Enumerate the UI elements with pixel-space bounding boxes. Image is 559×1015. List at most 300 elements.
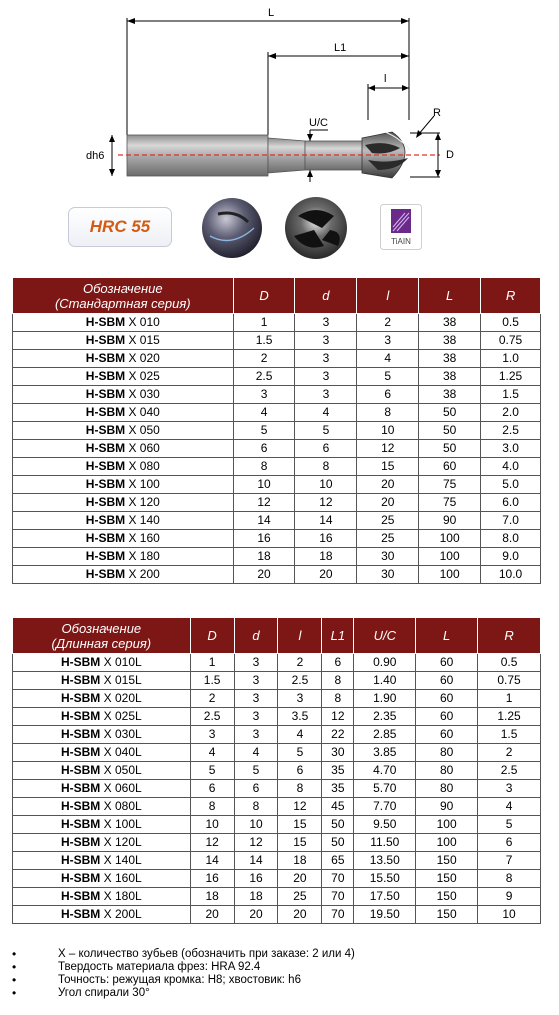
value-cell: 22 bbox=[322, 726, 354, 744]
dim-R-label: R bbox=[433, 107, 441, 119]
value-cell: 16 bbox=[295, 530, 357, 548]
designation-cell bbox=[13, 332, 234, 350]
designation-cell bbox=[13, 458, 234, 476]
col-L1: L1 bbox=[322, 618, 354, 654]
value-cell: 10 bbox=[478, 906, 541, 924]
value-cell: 38 bbox=[419, 314, 481, 332]
series-code: H-SBM bbox=[85, 459, 126, 473]
table-row bbox=[13, 762, 541, 780]
value-cell: 2 bbox=[357, 314, 419, 332]
col-l: l bbox=[357, 278, 419, 314]
value-cell: 3 bbox=[295, 314, 357, 332]
value-cell: 13.50 bbox=[354, 852, 416, 870]
series-code: H-SBM bbox=[85, 549, 126, 563]
table-row bbox=[13, 906, 541, 924]
col-L: L bbox=[419, 278, 481, 314]
table-row bbox=[13, 368, 541, 386]
value-cell: 2 bbox=[478, 744, 541, 762]
value-cell: 0.5 bbox=[481, 314, 541, 332]
designation-cell bbox=[13, 386, 234, 404]
value-cell: 6 bbox=[190, 780, 234, 798]
series-code: H-SBM bbox=[85, 567, 126, 581]
table-row bbox=[13, 888, 541, 906]
value-cell: 50 bbox=[322, 834, 354, 852]
value-cell: 35 bbox=[322, 762, 354, 780]
value-cell: 10 bbox=[295, 476, 357, 494]
col-D: D bbox=[233, 278, 295, 314]
value-cell: 80 bbox=[416, 780, 478, 798]
table-row bbox=[13, 476, 541, 494]
table-row bbox=[13, 530, 541, 548]
size-code: X 140L bbox=[103, 853, 142, 867]
value-cell: 3 bbox=[295, 350, 357, 368]
dim-uc-label: U/C bbox=[309, 117, 328, 129]
value-cell: 10 bbox=[234, 816, 278, 834]
series-code: H-SBM bbox=[60, 871, 101, 885]
value-cell: 25 bbox=[357, 530, 419, 548]
series-code: H-SBM bbox=[60, 889, 101, 903]
value-cell: 75 bbox=[419, 476, 481, 494]
series-code: H-SBM bbox=[60, 817, 101, 831]
value-cell: 3 bbox=[234, 726, 278, 744]
value-cell: 30 bbox=[322, 744, 354, 762]
value-cell: 60 bbox=[416, 690, 478, 708]
value-cell: 16 bbox=[190, 870, 234, 888]
designation-cell bbox=[13, 512, 234, 530]
tiain-coating-icon bbox=[380, 204, 422, 250]
notes-list bbox=[12, 948, 355, 1000]
value-cell: 8 bbox=[278, 780, 322, 798]
value-cell: 50 bbox=[419, 404, 481, 422]
value-cell: 19.50 bbox=[354, 906, 416, 924]
value-cell: 20 bbox=[278, 870, 322, 888]
series-code: H-SBM bbox=[60, 745, 101, 759]
col-L: L bbox=[416, 618, 478, 654]
value-cell: 18 bbox=[234, 888, 278, 906]
value-cell: 2.5 bbox=[190, 708, 234, 726]
size-code: X 180 bbox=[128, 549, 160, 563]
value-cell: 0.5 bbox=[478, 654, 541, 672]
value-cell: 60 bbox=[416, 654, 478, 672]
value-cell: 8 bbox=[322, 672, 354, 690]
series-code: H-SBM bbox=[60, 709, 101, 723]
value-cell: 20 bbox=[233, 566, 295, 584]
designation-cell bbox=[13, 566, 234, 584]
value-cell: 150 bbox=[416, 906, 478, 924]
value-cell: 14 bbox=[190, 852, 234, 870]
value-cell: 20 bbox=[295, 566, 357, 584]
dim-L-label: L bbox=[268, 7, 275, 19]
designation-cell bbox=[13, 708, 191, 726]
note-item: • X – количество зубьев (обозначить при заказе: 2 или 4) bbox=[12, 948, 355, 961]
designation-cell bbox=[13, 422, 234, 440]
value-cell: 15 bbox=[278, 834, 322, 852]
value-cell: 15.50 bbox=[354, 870, 416, 888]
size-code: X 120L bbox=[103, 835, 142, 849]
value-cell: 150 bbox=[416, 852, 478, 870]
note-item: • Угол спирали 30° bbox=[12, 987, 355, 1000]
value-cell: 10 bbox=[190, 816, 234, 834]
value-cell: 2.5 bbox=[478, 762, 541, 780]
table-row bbox=[13, 726, 541, 744]
value-cell: 7.0 bbox=[481, 512, 541, 530]
value-cell: 50 bbox=[322, 816, 354, 834]
value-cell: 12 bbox=[357, 440, 419, 458]
value-cell: 20 bbox=[357, 476, 419, 494]
value-cell: 150 bbox=[416, 888, 478, 906]
value-cell: 100 bbox=[416, 834, 478, 852]
value-cell: 7 bbox=[478, 852, 541, 870]
value-cell: 3.0 bbox=[481, 440, 541, 458]
value-cell: 2 bbox=[233, 350, 295, 368]
size-code: X 060 bbox=[128, 441, 160, 455]
value-cell: 3 bbox=[234, 708, 278, 726]
value-cell: 1.25 bbox=[481, 368, 541, 386]
col-d: d bbox=[234, 618, 278, 654]
value-cell: 30 bbox=[357, 566, 419, 584]
size-code: X 200L bbox=[103, 907, 142, 921]
designation-cell bbox=[13, 548, 234, 566]
size-code: X 040 bbox=[128, 405, 160, 419]
value-cell: 3 bbox=[478, 780, 541, 798]
col-designation-standard: Обозначение (Стандартная серия) bbox=[13, 278, 234, 314]
series-code: H-SBM bbox=[85, 315, 126, 329]
value-cell: 2.5 bbox=[278, 672, 322, 690]
series-code: H-SBM bbox=[60, 673, 101, 687]
table-row bbox=[13, 512, 541, 530]
series-code: H-SBM bbox=[85, 369, 126, 383]
table-row bbox=[13, 780, 541, 798]
value-cell: 2 bbox=[190, 690, 234, 708]
series-code: H-SBM bbox=[85, 351, 126, 365]
value-cell: 17.50 bbox=[354, 888, 416, 906]
size-code: X 020L bbox=[103, 691, 142, 705]
series-code: H-SBM bbox=[85, 333, 126, 347]
designation-cell bbox=[13, 314, 234, 332]
table-row bbox=[13, 816, 541, 834]
value-cell: 1.5 bbox=[478, 726, 541, 744]
value-cell: 20 bbox=[190, 906, 234, 924]
value-cell: 25 bbox=[278, 888, 322, 906]
value-cell: 1 bbox=[233, 314, 295, 332]
value-cell: 1 bbox=[478, 690, 541, 708]
long-series-table bbox=[12, 617, 541, 924]
value-cell: 3 bbox=[278, 690, 322, 708]
size-code: X 050L bbox=[103, 763, 142, 777]
designation-cell bbox=[13, 672, 191, 690]
standard-series-table bbox=[12, 277, 541, 584]
series-code: H-SBM bbox=[60, 799, 101, 813]
designation-cell bbox=[13, 744, 191, 762]
value-cell: 8 bbox=[357, 404, 419, 422]
table-row bbox=[13, 404, 541, 422]
series-code: H-SBM bbox=[60, 907, 101, 921]
ball-end-photo-front bbox=[285, 197, 347, 259]
size-code: X 100L bbox=[103, 817, 142, 831]
value-cell: 5.70 bbox=[354, 780, 416, 798]
value-cell: 3.85 bbox=[354, 744, 416, 762]
value-cell: 3 bbox=[357, 332, 419, 350]
designation-cell bbox=[13, 888, 191, 906]
value-cell: 6 bbox=[357, 386, 419, 404]
size-code: X 030 bbox=[128, 387, 160, 401]
size-code: X 120 bbox=[128, 495, 160, 509]
series-code: H-SBM bbox=[85, 531, 126, 545]
value-cell: 70 bbox=[322, 906, 354, 924]
series-code: H-SBM bbox=[85, 405, 126, 419]
col-D: D bbox=[190, 618, 234, 654]
value-cell: 5.0 bbox=[481, 476, 541, 494]
value-cell: 8 bbox=[295, 458, 357, 476]
size-code: X 200 bbox=[128, 567, 160, 581]
value-cell: 5 bbox=[295, 422, 357, 440]
value-cell: 18 bbox=[278, 852, 322, 870]
value-cell: 5 bbox=[234, 762, 278, 780]
value-cell: 4.0 bbox=[481, 458, 541, 476]
value-cell: 80 bbox=[416, 744, 478, 762]
value-cell: 4 bbox=[190, 744, 234, 762]
note-item: • Твердость материала фрез: HRA 92.4 bbox=[12, 961, 355, 974]
col-R: R bbox=[481, 278, 541, 314]
value-cell: 15 bbox=[357, 458, 419, 476]
series-code: H-SBM bbox=[60, 691, 101, 705]
value-cell: 8.0 bbox=[481, 530, 541, 548]
value-cell: 8 bbox=[478, 870, 541, 888]
col-d: d bbox=[295, 278, 357, 314]
value-cell: 6 bbox=[478, 834, 541, 852]
value-cell: 16 bbox=[233, 530, 295, 548]
value-cell: 9 bbox=[478, 888, 541, 906]
size-code: X 160 bbox=[128, 531, 160, 545]
value-cell: 4 bbox=[478, 798, 541, 816]
value-cell: 9.0 bbox=[481, 548, 541, 566]
series-code: H-SBM bbox=[60, 727, 101, 741]
designation-cell bbox=[13, 780, 191, 798]
value-cell: 5 bbox=[478, 816, 541, 834]
value-cell: 30 bbox=[357, 548, 419, 566]
designation-cell bbox=[13, 494, 234, 512]
value-cell: 3 bbox=[190, 726, 234, 744]
designation-cell bbox=[13, 440, 234, 458]
series-code: H-SBM bbox=[85, 387, 126, 401]
value-cell: 60 bbox=[416, 708, 478, 726]
value-cell: 2.35 bbox=[354, 708, 416, 726]
designation-cell bbox=[13, 350, 234, 368]
value-cell: 8 bbox=[322, 690, 354, 708]
value-cell: 3.5 bbox=[278, 708, 322, 726]
value-cell: 4 bbox=[234, 744, 278, 762]
table-row bbox=[13, 332, 541, 350]
value-cell: 3 bbox=[234, 690, 278, 708]
value-cell: 1.25 bbox=[478, 708, 541, 726]
value-cell: 2.5 bbox=[481, 422, 541, 440]
value-cell: 6 bbox=[278, 762, 322, 780]
value-cell: 7.70 bbox=[354, 798, 416, 816]
designation-cell bbox=[13, 834, 191, 852]
series-code: H-SBM bbox=[60, 655, 101, 669]
value-cell: 10 bbox=[233, 476, 295, 494]
value-cell: 16 bbox=[234, 870, 278, 888]
value-cell: 6 bbox=[295, 440, 357, 458]
value-cell: 18 bbox=[190, 888, 234, 906]
table-row bbox=[13, 422, 541, 440]
size-code: X 030L bbox=[103, 727, 142, 741]
series-code: H-SBM bbox=[60, 781, 101, 795]
value-cell: 6 bbox=[234, 780, 278, 798]
dim-D-label: D bbox=[446, 149, 454, 161]
value-cell: 38 bbox=[419, 386, 481, 404]
designation-cell bbox=[13, 404, 234, 422]
size-code: X 140 bbox=[128, 513, 160, 527]
value-cell: 14 bbox=[234, 852, 278, 870]
table-row bbox=[13, 834, 541, 852]
value-cell: 25 bbox=[357, 512, 419, 530]
size-code: X 180L bbox=[103, 889, 142, 903]
size-code: X 010L bbox=[103, 655, 142, 669]
value-cell: 150 bbox=[416, 870, 478, 888]
value-cell: 6.0 bbox=[481, 494, 541, 512]
table-row bbox=[13, 744, 541, 762]
value-cell: 20 bbox=[357, 494, 419, 512]
value-cell: 4 bbox=[295, 404, 357, 422]
table-row bbox=[13, 494, 541, 512]
value-cell: 50 bbox=[419, 440, 481, 458]
value-cell: 80 bbox=[416, 762, 478, 780]
value-cell: 45 bbox=[322, 798, 354, 816]
value-cell: 1.90 bbox=[354, 690, 416, 708]
designation-cell bbox=[13, 906, 191, 924]
series-code: H-SBM bbox=[60, 835, 101, 849]
value-cell: 90 bbox=[419, 512, 481, 530]
table-row bbox=[13, 690, 541, 708]
table-row bbox=[13, 852, 541, 870]
series-code: H-SBM bbox=[85, 423, 126, 437]
note-item: • Точность: режущая кромка: H8; хвостовик: h6 bbox=[12, 974, 355, 987]
value-cell: 2.5 bbox=[233, 368, 295, 386]
size-code: X 015L bbox=[103, 673, 142, 687]
size-code: X 025L bbox=[103, 709, 142, 723]
value-cell: 70 bbox=[322, 888, 354, 906]
value-cell: 12 bbox=[190, 834, 234, 852]
value-cell: 8 bbox=[233, 458, 295, 476]
value-cell: 2.85 bbox=[354, 726, 416, 744]
value-cell: 1.5 bbox=[233, 332, 295, 350]
value-cell: 50 bbox=[419, 422, 481, 440]
size-code: X 020 bbox=[128, 351, 160, 365]
value-cell: 3 bbox=[234, 654, 278, 672]
value-cell: 5 bbox=[190, 762, 234, 780]
table-row bbox=[13, 548, 541, 566]
value-cell: 12 bbox=[234, 834, 278, 852]
value-cell: 5 bbox=[278, 744, 322, 762]
value-cell: 20 bbox=[234, 906, 278, 924]
col-designation-long: Обозначение (Длинная серия) bbox=[13, 618, 191, 654]
designation-cell bbox=[13, 798, 191, 816]
value-cell: 65 bbox=[322, 852, 354, 870]
value-cell: 3 bbox=[295, 332, 357, 350]
ball-end-photo-side bbox=[202, 198, 262, 258]
table-row bbox=[13, 386, 541, 404]
table-row bbox=[13, 314, 541, 332]
value-cell: 3 bbox=[295, 368, 357, 386]
designation-cell bbox=[13, 476, 234, 494]
size-code: X 015 bbox=[128, 333, 160, 347]
series-code: H-SBM bbox=[60, 853, 101, 867]
col-l: l bbox=[278, 618, 322, 654]
value-cell: 10.0 bbox=[481, 566, 541, 584]
value-cell: 10 bbox=[357, 422, 419, 440]
size-code: X 160L bbox=[103, 871, 142, 885]
value-cell: 1.40 bbox=[354, 672, 416, 690]
designation-cell bbox=[13, 816, 191, 834]
size-code: X 080 bbox=[128, 459, 160, 473]
value-cell: 8 bbox=[234, 798, 278, 816]
designation-cell bbox=[13, 654, 191, 672]
value-cell: 3 bbox=[233, 386, 295, 404]
value-cell: 60 bbox=[419, 458, 481, 476]
designation-cell bbox=[13, 530, 234, 548]
value-cell: 11.50 bbox=[354, 834, 416, 852]
table-row bbox=[13, 708, 541, 726]
value-cell: 90 bbox=[416, 798, 478, 816]
value-cell: 6 bbox=[233, 440, 295, 458]
value-cell: 3 bbox=[295, 386, 357, 404]
value-cell: 1.5 bbox=[481, 386, 541, 404]
value-cell: 0.75 bbox=[481, 332, 541, 350]
designation-cell bbox=[13, 368, 234, 386]
value-cell: 12 bbox=[278, 798, 322, 816]
value-cell: 100 bbox=[419, 530, 481, 548]
value-cell: 38 bbox=[419, 332, 481, 350]
value-cell: 12 bbox=[233, 494, 295, 512]
col-UC: U/C bbox=[354, 618, 416, 654]
value-cell: 38 bbox=[419, 350, 481, 368]
series-code: H-SBM bbox=[60, 763, 101, 777]
value-cell: 4 bbox=[233, 404, 295, 422]
size-code: X 025 bbox=[128, 369, 160, 383]
series-code: H-SBM bbox=[85, 477, 126, 491]
value-cell: 60 bbox=[416, 726, 478, 744]
table-row bbox=[13, 798, 541, 816]
value-cell: 100 bbox=[419, 566, 481, 584]
value-cell: 14 bbox=[233, 512, 295, 530]
table-row bbox=[13, 350, 541, 368]
table-row bbox=[13, 458, 541, 476]
size-code: X 080L bbox=[103, 799, 142, 813]
value-cell: 4.70 bbox=[354, 762, 416, 780]
value-cell: 14 bbox=[295, 512, 357, 530]
series-code: H-SBM bbox=[85, 495, 126, 509]
value-cell: 12 bbox=[322, 708, 354, 726]
value-cell: 0.90 bbox=[354, 654, 416, 672]
size-code: X 040L bbox=[103, 745, 142, 759]
designation-cell bbox=[13, 852, 191, 870]
designation-cell bbox=[13, 762, 191, 780]
table-row bbox=[13, 654, 541, 672]
dim-L1-label: L1 bbox=[334, 42, 347, 54]
series-code: H-SBM bbox=[85, 513, 126, 527]
size-code: X 100 bbox=[128, 477, 160, 491]
value-cell: 60 bbox=[416, 672, 478, 690]
value-cell: 75 bbox=[419, 494, 481, 512]
table-row bbox=[13, 440, 541, 458]
designation-cell bbox=[13, 870, 191, 888]
col-R: R bbox=[478, 618, 541, 654]
table-row bbox=[13, 870, 541, 888]
value-cell: 1.5 bbox=[190, 672, 234, 690]
value-cell: 35 bbox=[322, 780, 354, 798]
value-cell: 1 bbox=[190, 654, 234, 672]
